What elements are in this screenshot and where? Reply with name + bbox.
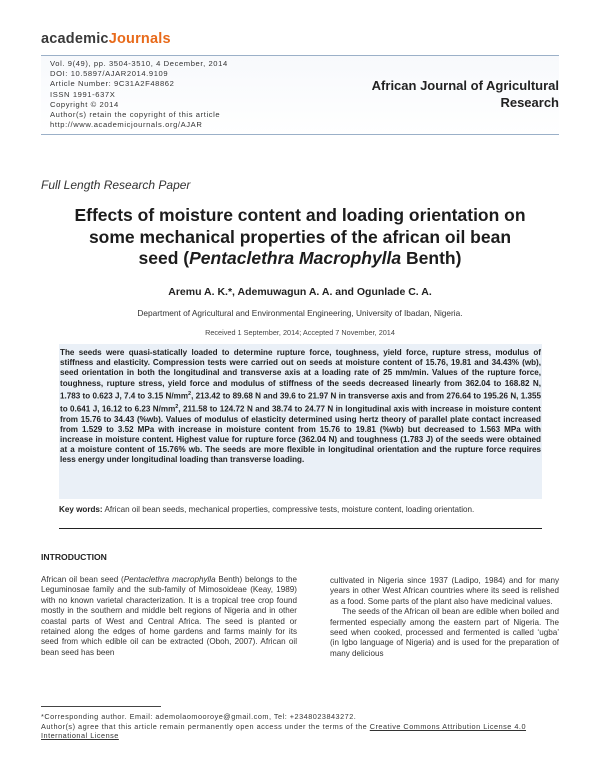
abstract-text (59, 348, 542, 466)
title-line1: Effects of moisture content and loading orientation on (74, 205, 526, 225)
affiliation: Department of Agricultural and Environmental Engineering, University of Ibadan, Nigeria. (137, 308, 463, 318)
intro-paragraph-1 (41, 575, 297, 658)
intro-column-left (41, 575, 297, 658)
received-dates: Received 1 September, 2014; Accepted 7 November, 2014 (205, 328, 395, 337)
keywords-divider (59, 528, 542, 529)
footnote (41, 712, 559, 741)
meta-url[interactable]: http://www.academicjournals.org/AJAR (50, 120, 203, 130)
intro-paragraph-3: The seeds of the African oil bean are edible when boiled and fermented especially among the eastern part of Nigeria. The seed when cooked, processed and fermented is called ‘ugba’ (in Igbo language of Nigeria) and is used for the preparation of many delicious (330, 607, 559, 658)
journal-name-line1: African Journal of Agricultural (371, 78, 559, 93)
meta-issn: ISSN 1991-637X (50, 89, 116, 99)
introduction-heading: INTRODUCTION (41, 552, 107, 562)
abstract-sup2: 2 (175, 403, 179, 410)
paper-title (30, 205, 570, 270)
meta-article-number: Article Number: 9C31A2F48862 (50, 79, 175, 89)
abstract-part3: , 211.58 to 124.72 N and 38.74 to 24.77 N in longitudinal axis with increase in moisture content from 15.76 to 34.43 (%wb). Values of modulus of elasticity determined using hertz theory of parallel plate contact increased from 1.529 to 3.52 MPa with increase in moisture content from 15.76 to 19.81 (%wb) but decreased to 1.563 MPa with increase in moisture content. Highest value for rupture force (362.04 N) and toughness (1.783 J) of the seeds were obtained at a moisture content of 15.76% wb. The seeds are more flexible in longitudinal orientation and the rupture force requires less energy under longitudinal loading than transverse loading. (60, 404, 541, 465)
meta-doi: DOI: 10.5897/AJAR2014.9109 (50, 69, 169, 79)
abstract-part1: The seeds were quasi-statically loaded to determine rupture force, toughness, yield force, rupture stress, modulus of stiffness and elasticity. Compression tests were carried out on seeds at moisture content of 15.76, 19.81 and 34.43% (wb), seed orientation in both the longitudinal and transverse axis at a loading rate of 25 mm/min. Values of the rupture force, toughness, rupture stress, yield force and modulus of stiffness of the seeds decreased linearly from 362.04 to 168.82 N, 1.783 to 0.623 J, 7.4 to 3.15 N/mm (60, 348, 541, 401)
keywords-label: Key words: (59, 505, 103, 514)
keywords-text: African oil bean seeds, mechanical properties, compressive tests, moisture content, loading orientation. (102, 505, 475, 514)
corresponding-author: *Corresponding author. Email: ademolaomooroye@gmail.com, Tel: +2348023843272. (41, 712, 357, 721)
intro-paragraph-2: cultivated in Nigeria since 1937 (Ladipo, 1984) and for many years in other West African countries where its seed is relished as a food. Some parts of the plant also have medicinal values. (330, 576, 559, 606)
journal-name-line2: Research (500, 95, 559, 110)
meta-copyright: Copyright © 2014 (50, 99, 119, 109)
meta-rights: Author(s) retain the copyright of this article (50, 110, 221, 120)
abstract-box (59, 344, 542, 499)
article-meta (50, 59, 228, 130)
intro-p1-b: Benth) belongs to the Leguminosae family and the sub-family of Mimosoideae (Keay, 1989) with no known varietal characterization. It is a tropical tree crop found mostly in the southern and middle belt regions of Nigeria and in other coastal parts of West and Central Africa. The seed is planted or retained along the edges of home gardens and farms mainly for its seed from which edible oil can be extracted (Oboh, 2007). African oil bean seed has been (41, 575, 297, 657)
publisher-logo (41, 31, 171, 47)
title-line3-pre: seed ( (138, 248, 190, 268)
article-header-box (41, 55, 559, 135)
title-line3-post: Benth) (401, 248, 462, 268)
abstract-sup1: 2 (188, 390, 192, 397)
footnote-divider (41, 706, 161, 707)
intro-species-name: Pentaclethra macrophylla (123, 575, 216, 584)
logo-part-journals: Journals (108, 31, 171, 47)
intro-p1-a: African oil bean seed ( (41, 575, 124, 584)
abstract-part2: , 213.42 to 89.68 N and 39.6 to 21.97 N in transverse axis and from 276.64 to 195.26 N, 1.355 to 0.641 J, 16.12 to 6.23 N/mm (60, 391, 541, 414)
authors: Aremu A. K.*, Ademuwagun A. A. and Ogunlade C. A. (168, 286, 432, 298)
title-line2: some mechanical properties of the african oil bean (88, 226, 512, 247)
license-text: Author(s) agree that this article remain permanently open access under the terms of the (41, 721, 370, 731)
intro-column-right (330, 576, 559, 659)
journal-name (359, 77, 559, 111)
keywords (59, 505, 542, 515)
title-line3 (30, 248, 570, 270)
license-link[interactable]: Creative Commons Attribution License 4.0 International License (41, 721, 527, 741)
meta-volume: Vol. 9(49), pp. 3504-3510, 4 December, 2014 (50, 59, 228, 68)
logo-part-academic: academic (41, 31, 109, 47)
license-note (41, 722, 559, 741)
title-species-name: Pentaclethra Macrophylla (189, 248, 402, 268)
paper-type: Full Length Research Paper (41, 178, 191, 192)
